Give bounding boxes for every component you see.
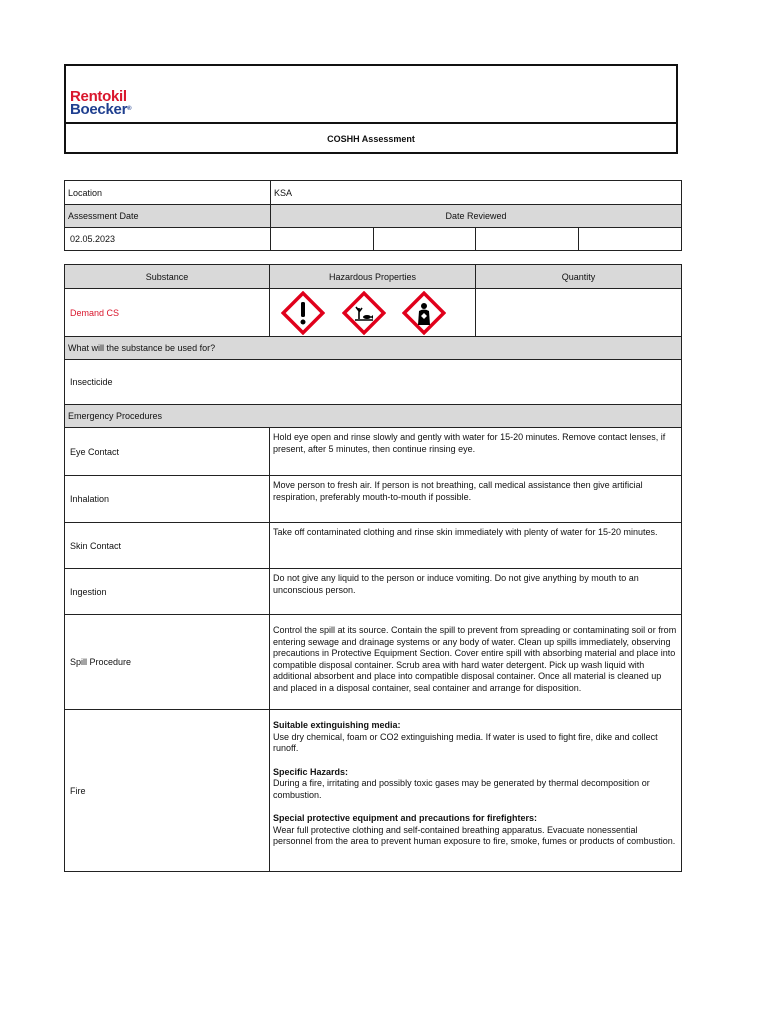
substance-name [65, 289, 270, 337]
date-reviewed-cell-1[interactable] [271, 228, 374, 251]
procedure-text: Control the spill at its source. Contain the spill to prevent from spreading or contaminating soil or from entering sewage and drainage systems or any body of water. Clean up spills immediately, observing precautions in Protective Equipment Section. Cover entire spill with absorbing material and place into compatible disposal container. Scrub area with hard water detergent. Pick up wash liquid with additional absorbent and place into compatible disposal container. Once all material is cleaned up and placed in a disposal container, seal container and arrange for disposition. [270, 615, 682, 710]
date-reviewed-label: Date Reviewed [271, 205, 682, 228]
document-header [64, 64, 678, 154]
specific-hazards-text: During a fire, irritating and possibly toxic gases may be generated by thermal decomposition or combustion. [273, 778, 650, 800]
date-reviewed-cell-2[interactable] [374, 228, 476, 251]
quantity-header: Quantity [476, 265, 682, 289]
usage-question: What will the substance be used for? [65, 337, 682, 360]
substance-table [64, 264, 682, 872]
extinguishing-media-heading: Suitable extinguishing media: [273, 720, 401, 730]
location-value: KSA [271, 181, 682, 205]
usage-answer [65, 360, 682, 405]
procedure-label-text: Eye Contact [70, 446, 120, 457]
substance-name-text: Demand CS [70, 307, 120, 318]
location-label: Location [65, 181, 271, 205]
date-reviewed-cell-3[interactable] [476, 228, 579, 251]
exclamation-mark-icon [281, 291, 325, 335]
procedure-label [65, 615, 270, 710]
logo-line-2 [70, 103, 131, 116]
hazardous-properties-header: Hazardous Properties [270, 265, 476, 289]
health-hazard-icon [402, 291, 446, 335]
procedure-label-text: Inhalation [70, 494, 110, 504]
firefighter-ppe-heading: Special protective equipment and precautions for firefighters: [273, 813, 538, 823]
logo-line-2-text: Boecker [70, 101, 128, 118]
logo-line-1: Rentokil [70, 88, 127, 105]
hazard-pictograms [270, 289, 476, 337]
assessment-date-value [65, 228, 271, 251]
quantity-value[interactable] [476, 289, 682, 337]
procedure-label-text: Ingestion [70, 586, 107, 597]
usage-answer-text: Insecticide [70, 377, 113, 387]
substance-header: Substance [65, 265, 270, 289]
extinguishing-media-text: Use dry chemical, foam or CO2 extinguishing media. If water is used to fight fire, dike and collect runoff. [273, 731, 658, 753]
specific-hazards-heading: Specific Hazards: [273, 766, 349, 777]
procedure-text: Do not give any liquid to the person or induce vomiting. Do not give anything by mouth to an unconscious person. [270, 569, 682, 615]
fire-details [270, 710, 682, 872]
procedure-label-text: Spill Procedure [70, 657, 132, 667]
logo-row [66, 66, 676, 124]
firefighter-ppe-text: Wear full protective clothing and self-contained breathing apparatus. Evacuate nonessential personnel from the area to prevent human exposure to fire, smoke, fumes or products of combustion. [273, 824, 676, 846]
fire-label-text: Fire [70, 785, 86, 796]
document-title: COSHH Assessment [327, 134, 415, 144]
assessment-date-text: 02.05.2023 [70, 234, 116, 244]
date-reviewed-cell-4[interactable] [579, 228, 682, 251]
procedure-label [65, 476, 270, 523]
registered-mark: ® [127, 106, 132, 112]
procedure-label-text: Skin Contact [70, 540, 122, 551]
rentokil-boecker-logo [70, 90, 131, 116]
assessment-info-table [64, 180, 682, 251]
procedure-label [65, 569, 270, 615]
procedure-label [65, 428, 270, 476]
environment-hazard-icon [342, 291, 386, 335]
fire-label [65, 710, 270, 872]
procedure-text: Take off contaminated clothing and rinse skin immediately with plenty of water for 15-20 minutes. [270, 523, 682, 569]
assessment-date-label: Assessment Date [65, 205, 271, 228]
emergency-procedures-heading: Emergency Procedures [65, 405, 682, 428]
procedure-text: Move person to fresh air. If person is not breathing, call medical assistance then give artificial respiration, preferably mouth-to-mouth if possible. [270, 476, 682, 523]
procedure-label [65, 523, 270, 569]
procedure-text: Hold eye open and rinse slowly and gently with water for 15-20 minutes. Remove contact lenses, if present, after 5 minutes, then continue rinsing eye. [270, 428, 682, 476]
